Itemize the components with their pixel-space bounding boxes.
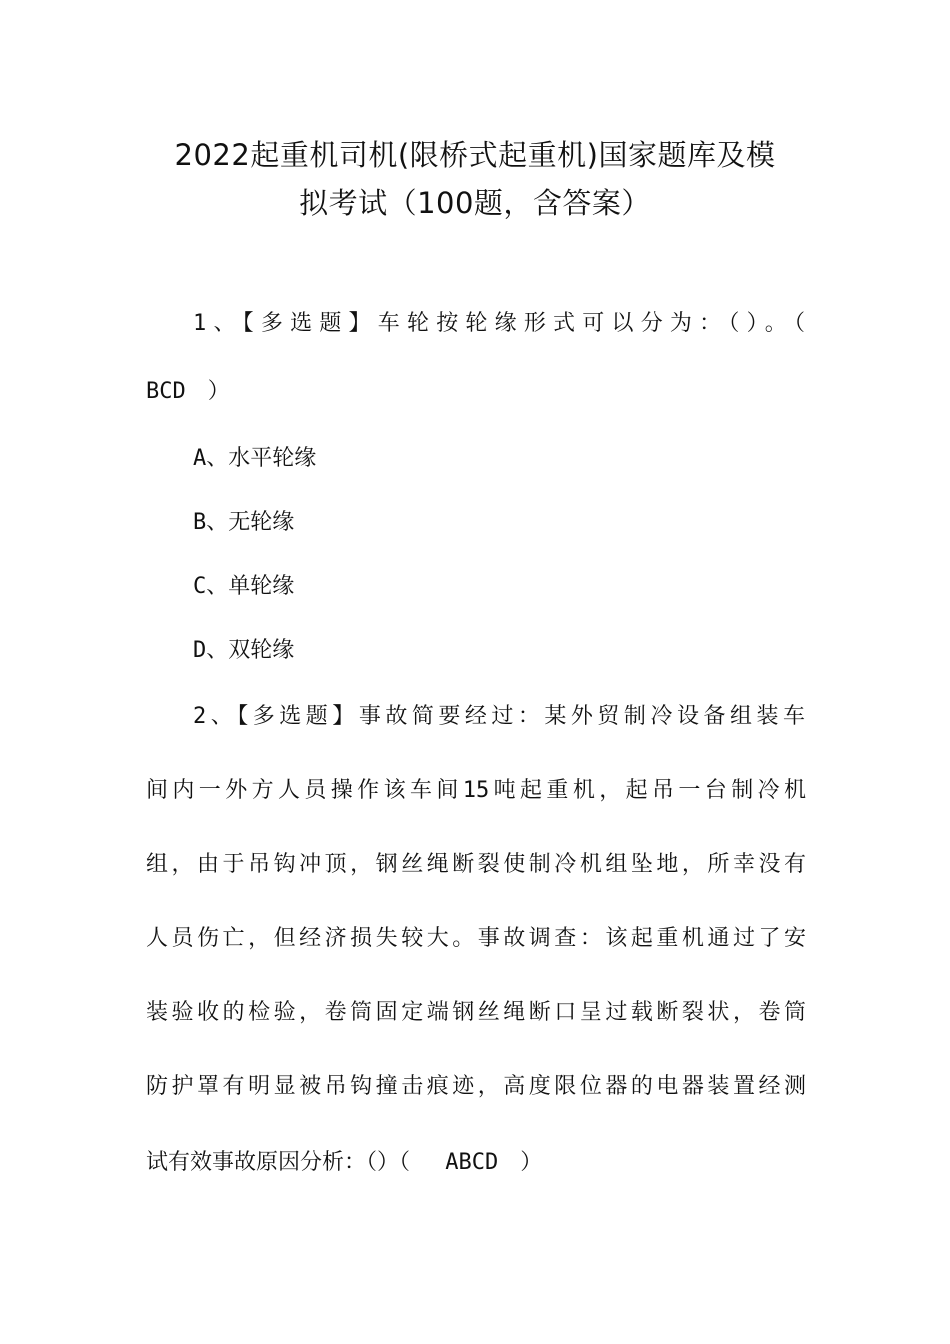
question-2-line-4: 人员伤亡，但经济损失较大。事故调查：该起重机通过了安 [146, 926, 806, 951]
question-2-line-3: 组，由于吊钩冲顶，钢丝绳断裂使制冷机组坠地，所幸没有 [146, 852, 806, 877]
question-2-line-7: 试有效事故原因分析：（）（ ABCD ） [146, 1150, 543, 1175]
question-1-option-a: A、水平轮缘 [193, 446, 317, 471]
document-title-line-2: 拟考试（100题，含答案） [299, 186, 651, 220]
question-1-option-d: D、双轮缘 [193, 638, 295, 663]
question-1-option-b: B、无轮缘 [193, 510, 295, 535]
question-2-line-2: 间内一外方人员操作该车间15吨起重机，起吊一台制冷机 [146, 778, 806, 803]
document-title-line-1: 2022起重机司机(限桥式起重机)国家题库及模 [174, 138, 776, 172]
question-2-line-5: 装验收的检验，卷筒固定端钢丝绳断口呈过载断裂状，卷筒 [146, 1000, 806, 1025]
question-2-line-1: 2、【多选题】事故简要经过：某外贸制冷设备组装车 [193, 704, 805, 729]
question-1-option-c: C、单轮缘 [193, 574, 295, 599]
question-1-answer: BCD ） [146, 379, 230, 404]
question-2-line-6: 防护罩有明显被吊钩撞击痕迹，高度限位器的电器装置经测 [146, 1074, 806, 1099]
question-1-stem: 1、【多选题】车轮按轮缘形式可以分为：（）。（ [193, 311, 805, 336]
